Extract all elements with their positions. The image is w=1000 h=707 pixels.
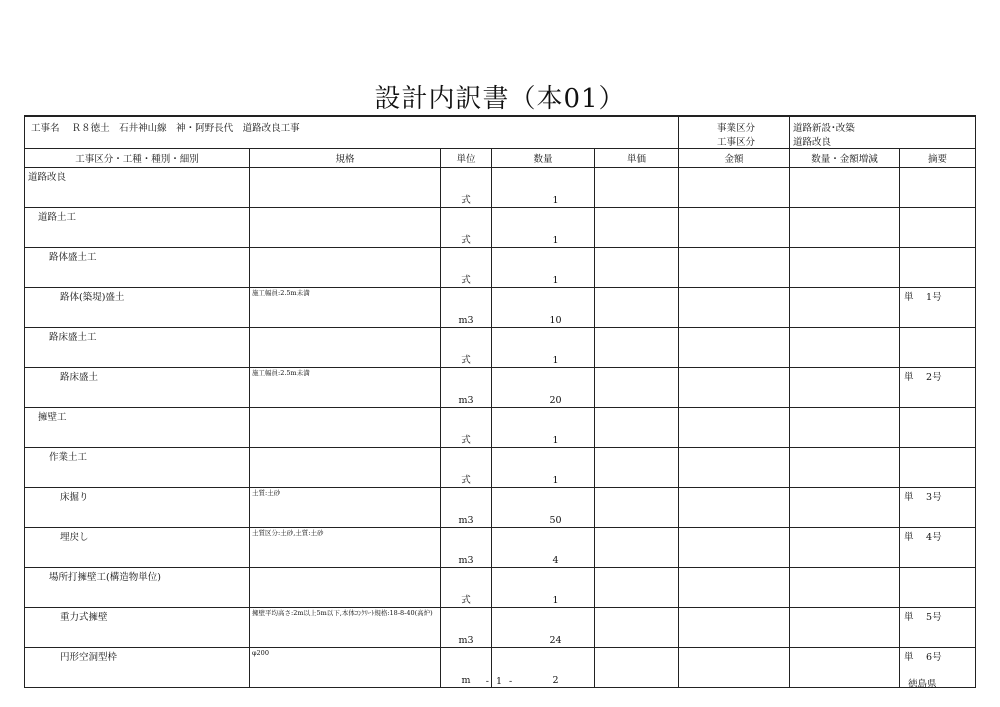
remarks-type: 単 [904, 532, 914, 543]
item-unit: m3 [441, 288, 492, 328]
project-info-cell [25, 116, 679, 149]
item-spec [250, 448, 441, 488]
header-qty: 数量 [492, 149, 595, 168]
table-row [25, 488, 976, 528]
table-row [25, 328, 976, 368]
item-amount [679, 208, 790, 248]
item-remarks [900, 408, 976, 448]
item-unit: m [441, 648, 492, 688]
item-remarks [900, 568, 976, 608]
item-qty: 1 [492, 568, 595, 608]
estimate-table [24, 115, 976, 688]
item-unit-price [595, 208, 679, 248]
header-remarks: 摘要 [900, 149, 976, 168]
remarks-number: 2号 [926, 372, 942, 383]
item-unit-price [595, 408, 679, 448]
item-amount [679, 408, 790, 448]
item-unit-price [595, 288, 679, 328]
table-row [25, 248, 976, 288]
item-name: 道路土工 [25, 208, 250, 248]
item-qty: 1 [492, 448, 595, 488]
item-change [790, 528, 900, 568]
item-unit-price [595, 568, 679, 608]
item-name: 路体(築堤)盛土 [25, 288, 250, 328]
item-qty: 4 [492, 528, 595, 568]
table-body [25, 168, 976, 688]
item-spec: 土質区分:土砂,土質:土砂 [250, 528, 441, 568]
item-amount [679, 328, 790, 368]
item-unit: m3 [441, 368, 492, 408]
item-name: 路床盛土工 [25, 328, 250, 368]
item-remarks [900, 248, 976, 288]
item-remarks [900, 368, 976, 408]
item-amount [679, 168, 790, 208]
remarks-number: 4号 [926, 532, 942, 543]
remarks-number: 1号 [926, 292, 942, 303]
item-unit: 式 [441, 328, 492, 368]
item-spec: 土質:土砂 [250, 488, 441, 528]
item-amount [679, 568, 790, 608]
item-remarks [900, 448, 976, 488]
table-row [25, 568, 976, 608]
category-labels-cell [679, 116, 790, 149]
header-unit-price: 単価 [595, 149, 679, 168]
remarks-number: 6号 [926, 652, 942, 663]
item-remarks [900, 488, 976, 528]
header-item: 工事区分・工種・種別・細別 [25, 149, 250, 168]
item-qty: 20 [492, 368, 595, 408]
item-spec [250, 168, 441, 208]
project-label: 工事名 [31, 123, 60, 134]
item-unit: 式 [441, 248, 492, 288]
header-unit: 単位 [441, 149, 492, 168]
item-unit-price [595, 328, 679, 368]
item-amount [679, 528, 790, 568]
item-remarks [900, 288, 976, 328]
item-remarks [900, 608, 976, 648]
item-amount [679, 368, 790, 408]
item-change [790, 248, 900, 288]
category-value-1: 道路新設･改築 [793, 123, 855, 134]
item-name: 重力式擁壁 [25, 608, 250, 648]
item-qty: 24 [492, 608, 595, 648]
item-amount [679, 248, 790, 288]
remarks-type: 単 [904, 652, 914, 663]
remarks-type: 単 [904, 492, 914, 503]
item-unit-price [595, 448, 679, 488]
document-title: 設計内訳書（本01） [374, 84, 626, 114]
table-row [25, 168, 976, 208]
item-spec: 施工幅員:2.5m未満 [250, 368, 441, 408]
item-change [790, 288, 900, 328]
item-remarks [900, 528, 976, 568]
item-change [790, 168, 900, 208]
item-spec [250, 248, 441, 288]
project-info-row [25, 116, 976, 149]
item-spec [250, 568, 441, 608]
item-name: 床掘り [25, 488, 250, 528]
item-change [790, 448, 900, 488]
item-unit: 式 [441, 168, 492, 208]
item-spec: φ200 [250, 648, 441, 688]
item-unit: 式 [441, 408, 492, 448]
remarks-type: 単 [904, 292, 914, 303]
item-unit-price [595, 248, 679, 288]
item-change [790, 488, 900, 528]
item-qty: 50 [492, 488, 595, 528]
item-name: 埋戻し [25, 528, 250, 568]
category-label-2: 工事区分 [717, 137, 756, 148]
item-spec [250, 208, 441, 248]
remarks-number: 3号 [926, 492, 942, 503]
header-amount: 金額 [679, 149, 790, 168]
table-row [25, 368, 976, 408]
item-amount [679, 448, 790, 488]
item-change [790, 408, 900, 448]
item-spec: 施工幅員:2.5m未満 [250, 288, 441, 328]
item-name: 道路改良 [25, 168, 250, 208]
item-name: 作業土工 [25, 448, 250, 488]
item-change [790, 608, 900, 648]
item-qty: 1 [492, 248, 595, 288]
item-spec [250, 408, 441, 448]
item-name: 円形空洞型枠 [25, 648, 250, 688]
item-qty: 1 [492, 168, 595, 208]
table-row [25, 448, 976, 488]
item-unit-price [595, 528, 679, 568]
header-spec: 規格 [250, 149, 441, 168]
table-row [25, 288, 976, 328]
estimate-table-wrapper [24, 115, 975, 688]
item-change [790, 328, 900, 368]
item-spec [250, 328, 441, 368]
item-unit-price [595, 488, 679, 528]
item-unit-price [595, 368, 679, 408]
category-values-cell [790, 116, 976, 149]
item-name: 路床盛土 [25, 368, 250, 408]
item-name: 場所打擁壁工(構造物単位) [25, 568, 250, 608]
item-change [790, 368, 900, 408]
remarks-type: 単 [904, 372, 914, 383]
project-name: Ｒ８徳土 石井神山線 神・阿野長代 道路改良工事 [71, 123, 300, 134]
item-qty: 1 [492, 408, 595, 448]
page-number: - 1 - [485, 676, 515, 687]
item-qty: 2 [492, 648, 595, 688]
table-row [25, 608, 976, 648]
item-unit: 式 [441, 568, 492, 608]
item-unit-price [595, 608, 679, 648]
item-name: 路体盛土工 [25, 248, 250, 288]
remarks-type: 単 [904, 612, 914, 623]
item-unit: 式 [441, 208, 492, 248]
item-remarks [900, 208, 976, 248]
item-change [790, 568, 900, 608]
item-spec: 擁壁平均高さ:2m以上5m以下,本体ｺﾝｸﾘｰﾄ規格:18-8-40(高炉) [250, 608, 441, 648]
item-change [790, 208, 900, 248]
header-row [25, 149, 976, 168]
item-amount [679, 288, 790, 328]
item-unit: 式 [441, 448, 492, 488]
item-unit-price [595, 168, 679, 208]
item-qty: 1 [492, 208, 595, 248]
item-remarks [900, 328, 976, 368]
item-unit: m3 [441, 608, 492, 648]
item-amount [679, 488, 790, 528]
organization-name: 徳島県 [908, 679, 937, 690]
category-value-2: 道路改良 [793, 137, 832, 148]
item-qty: 10 [492, 288, 595, 328]
item-amount [679, 608, 790, 648]
item-unit: m3 [441, 488, 492, 528]
remarks-number: 5号 [926, 612, 942, 623]
table-row [25, 208, 976, 248]
item-unit: m3 [441, 528, 492, 568]
item-remarks [900, 168, 976, 208]
table-row [25, 528, 976, 568]
table-row [25, 408, 976, 448]
header-change: 数量・金額増減 [790, 149, 900, 168]
category-label-1: 事業区分 [717, 123, 756, 134]
item-qty: 1 [492, 328, 595, 368]
item-name: 擁壁工 [25, 408, 250, 448]
